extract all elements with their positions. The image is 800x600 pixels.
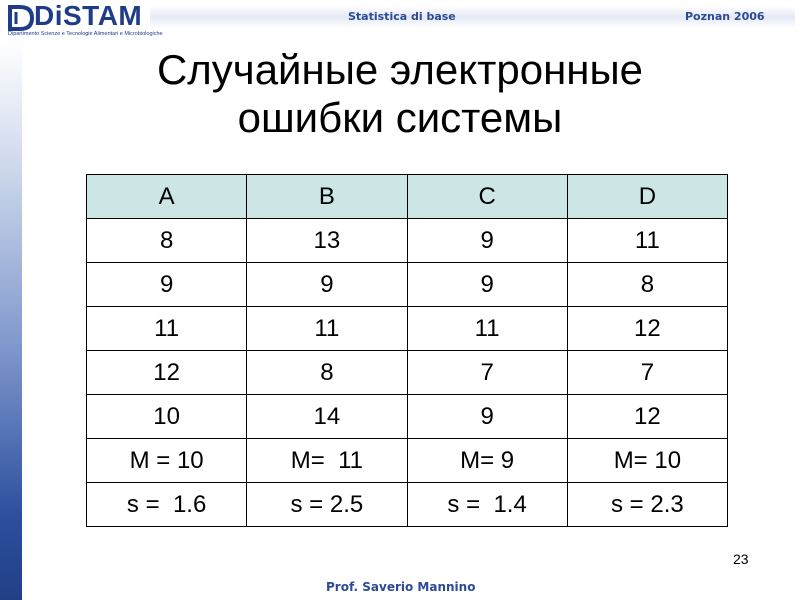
table-row xyxy=(87,307,728,351)
footer-author: Prof. Saverio Mannino xyxy=(326,580,476,594)
slide-title xyxy=(40,46,760,142)
table-header-row xyxy=(87,175,728,219)
mean-row xyxy=(87,439,728,483)
table-cell: 9 xyxy=(407,219,567,263)
column-header-a: A xyxy=(87,175,247,219)
std-dev-cell: s = 2.3 xyxy=(567,483,727,527)
table-cell: 9 xyxy=(87,263,247,307)
table-cell: 8 xyxy=(567,263,727,307)
column-header-c: C xyxy=(407,175,567,219)
table-cell: 11 xyxy=(87,307,247,351)
std-dev-cell: s = 2.5 xyxy=(247,483,407,527)
table-cell: 11 xyxy=(407,307,567,351)
table-cell: 10 xyxy=(87,395,247,439)
table-cell: 14 xyxy=(247,395,407,439)
slide-header xyxy=(0,0,800,40)
page-number: 23 xyxy=(733,551,749,567)
table-cell: 11 xyxy=(247,307,407,351)
distam-logo xyxy=(6,0,163,37)
slide-title-line-1: Случайные электронные xyxy=(156,46,644,93)
mean-cell: M= 10 xyxy=(567,439,727,483)
header-location: Poznan 2006 xyxy=(685,10,765,23)
table-cell: 11 xyxy=(567,219,727,263)
logo-text: DiSTAM xyxy=(34,0,143,31)
std-dev-cell: s = 1.6 xyxy=(87,483,247,527)
table-cell: 8 xyxy=(247,351,407,395)
header-course-title: Statistica di base xyxy=(348,10,456,23)
slide-title-line-2: ошибки системы xyxy=(237,94,563,141)
table-cell: 12 xyxy=(567,307,727,351)
table-row xyxy=(87,263,728,307)
std-dev-cell: s = 1.4 xyxy=(407,483,567,527)
table-cell: 8 xyxy=(87,219,247,263)
logo-subtext: Dipartimento Scienze e Tecnologie Alimentari e Microbiologiche xyxy=(8,31,163,37)
column-header-d: D xyxy=(567,175,727,219)
table-row xyxy=(87,351,728,395)
left-decorative-strip xyxy=(0,40,22,600)
table-row xyxy=(87,219,728,263)
table-row xyxy=(87,395,728,439)
table-cell: 13 xyxy=(247,219,407,263)
data-table xyxy=(86,174,728,527)
mean-cell: M= 11 xyxy=(247,439,407,483)
mean-cell: M= 9 xyxy=(407,439,567,483)
column-header-b: B xyxy=(247,175,407,219)
table-cell: 7 xyxy=(407,351,567,395)
table-cell: 7 xyxy=(567,351,727,395)
table-cell: 9 xyxy=(247,263,407,307)
std-dev-row xyxy=(87,483,728,527)
table-cell: 9 xyxy=(407,263,567,307)
mean-cell: M = 10 xyxy=(87,439,247,483)
table-cell: 12 xyxy=(87,351,247,395)
table-cell: 12 xyxy=(567,395,727,439)
table-cell: 9 xyxy=(407,395,567,439)
